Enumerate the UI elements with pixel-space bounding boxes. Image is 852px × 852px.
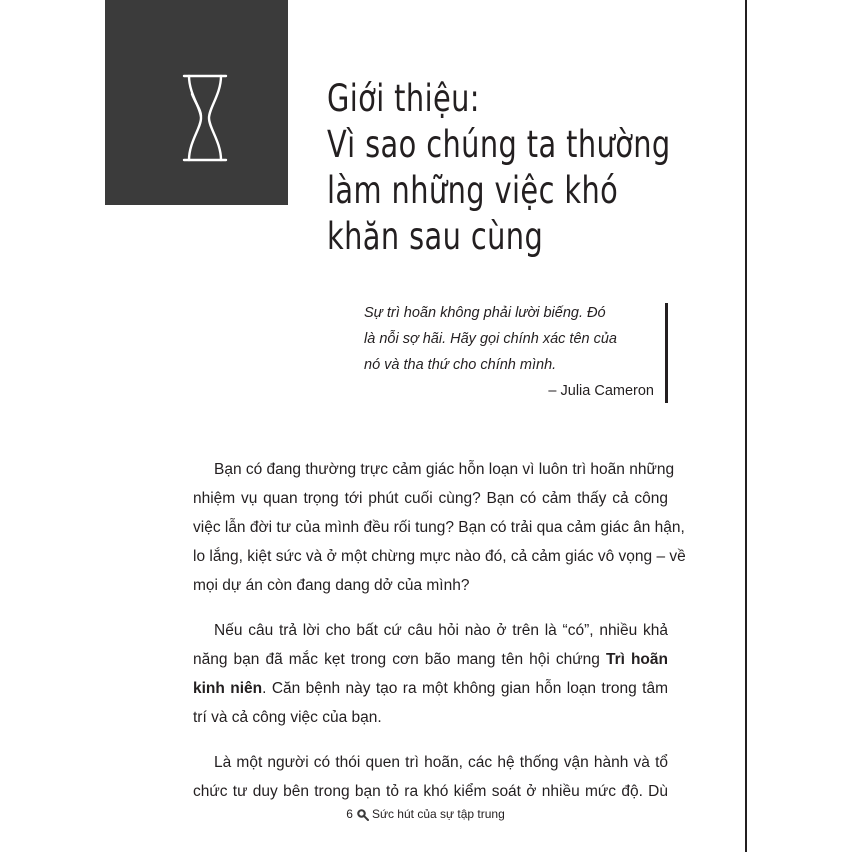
text-line: Là một người có thói quen trì hoãn, các hệ thống vận hành và tổ [214,754,668,771]
text-line: nhiệm vụ quan trọng tới phút cuối cùng? Bạn có cảm thấy cả công [193,490,668,507]
text-line [193,674,668,703]
text-line [193,645,668,674]
page-number: 6 [346,807,353,821]
chapter-title-line: Giới thiệu: [327,77,480,120]
text-line: chức tư duy bên trong bạn tỏ ra khó kiểm soát ở nhiều mức độ. Dù [193,783,668,800]
magnifier-icon [356,808,369,821]
paragraph [193,616,668,732]
book-title: Sức hút của sự tập trung [371,807,505,821]
bold-term: Trì hoãn [605,651,668,668]
paragraph [193,748,668,806]
epigraph-bar [665,303,668,403]
epigraph-line: nó và tha thứ cho chính mình. [364,357,557,373]
text-line: việc lẫn đời tư của mình đều rối tung? Bạn có trải qua cảm giác ân hận, [193,519,685,536]
text-line: lo lắng, kiệt sức và ở một chừng mực nào đó, cả cảm giác vô vọng – về [193,548,686,565]
epigraph-line: Sự trì hoãn không phải lười biếng. Đó [364,305,606,321]
chapter-title-line: khăn sau cùng [327,215,544,258]
page-edge-line [745,0,747,852]
epigraph-quote [364,300,654,378]
bold-term: kinh niên [193,680,263,697]
text-segment: . Căn bệnh này tạo ra một không gian hỗn loạn trong tâm [262,680,668,697]
text-line: trí và cả công việc của bạn. [193,709,382,726]
text-line: mọi dự án còn đang dang dở của mình? [193,577,470,594]
hourglass-icon [180,72,230,164]
chapter-title-line: Vì sao chúng ta thường [327,123,671,166]
paragraph [193,455,686,600]
text-segment: năng bạn đã mắc kẹt trong cơn bão mang tên hội chứng [193,651,606,668]
text-line: Nếu câu trả lời cho bất cứ câu hỏi nào ở trên là “có”, nhiều khả [214,622,668,639]
chapter-header-block [105,0,288,205]
text-line: Bạn có đang thường trực cảm giác hỗn loạn vì luôn trì hoãn những [214,461,675,478]
body-text [193,455,686,822]
chapter-title-line: làm những việc khó [327,169,619,212]
chapter-title [327,76,671,260]
page-footer [0,807,852,821]
epigraph-line: là nỗi sợ hãi. Hãy gọi chính xác tên của [364,331,617,347]
epigraph-author: – Julia Cameron [548,383,654,399]
